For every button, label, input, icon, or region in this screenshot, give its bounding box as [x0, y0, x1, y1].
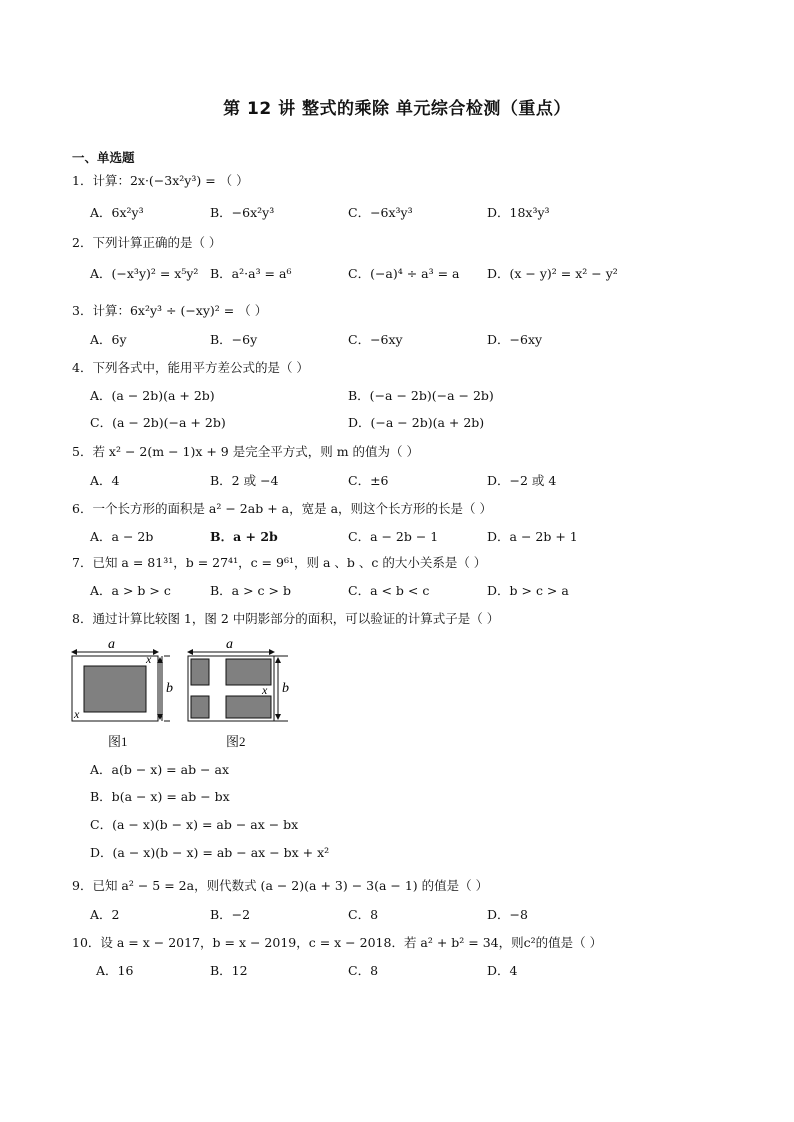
option-c: C．−6x³y³ — [348, 205, 413, 220]
fig2-shaded-bottom-right — [226, 696, 271, 718]
fig1-label-x-bottom: x — [74, 707, 80, 721]
fig2-label-b: b — [282, 681, 289, 696]
option-d: D．18x³y³ — [487, 205, 550, 220]
question-stem: 4．下列各式中，能用平方差公式的是（ ） — [72, 360, 309, 375]
fig2-label-a: a — [226, 637, 233, 652]
fig2-shaded-bottom-left — [191, 696, 209, 718]
option-d: D．b > c > a — [487, 583, 569, 598]
option-a: A．4 — [90, 473, 120, 488]
option-c: C．a < b < c — [348, 583, 430, 598]
option-a: A．6x²y³ — [90, 205, 144, 220]
option-b: B．a + 2b — [210, 529, 278, 544]
option-b: B．a²·a³ = a⁶ — [210, 266, 292, 281]
question-stem: 10．设 a = x − 2017，b = x − 2019，c = x − 2018．若 a² + b² = 34，则c²的值是（ ） — [72, 935, 603, 950]
question-stem: 6．一个长方形的面积是 a² − 2ab + a，宽是 a，则这个长方形的长是（ ） — [72, 501, 492, 516]
figure-caption-2: 图2 — [226, 734, 246, 749]
option-b: B．2 或 −4 — [210, 473, 279, 488]
option-c: C．a − 2b − 1 — [348, 529, 439, 544]
option-c: C．(−a)⁴ ÷ a³ = a — [348, 266, 460, 281]
option-a: A．(−x³y)² = x⁵y² — [90, 266, 199, 281]
option-b: B．−2 — [210, 907, 251, 922]
option-b: B．−6x²y³ — [210, 205, 275, 220]
option-a: A．6y — [90, 332, 127, 347]
option-c: C．±6 — [348, 473, 389, 488]
option-a: A．2 — [90, 907, 120, 922]
page-title: 第 12 讲 整式的乘除 单元综合检测（重点） — [223, 99, 571, 119]
option-d: D．(−a − 2b)(a + 2b) — [348, 415, 485, 430]
option-b: B．12 — [210, 963, 248, 978]
option-a: A．16 — [96, 963, 134, 978]
option-d: D．(a − x)(b − x) = ab − ax − bx + x² — [90, 845, 330, 860]
option-b: B．a > c > b — [210, 583, 291, 598]
option-a: A．a > b > c — [90, 583, 171, 598]
option-b: B．b(a − x) = ab − bx — [90, 789, 230, 804]
option-b: B．(−a − 2b)(−a − 2b) — [348, 388, 494, 403]
question-stem: 2．下列计算正确的是（ ） — [72, 235, 222, 250]
fig1-label-x-top: x — [146, 652, 152, 666]
fig1-label-a: a — [108, 637, 115, 652]
option-d: D．−8 — [487, 907, 528, 922]
option-c: C．−6xy — [348, 332, 403, 347]
option-c: C．8 — [348, 963, 379, 978]
option-d: D．−6xy — [487, 332, 543, 347]
area-diagram-svg — [66, 632, 306, 732]
question-stem: 9．已知 a² − 5 = 2a，则代数式 (a − 2)(a + 3) − 3(a − 1) 的值是（ ） — [72, 878, 489, 893]
question-stem: 7．已知 a = 81³¹，b = 27⁴¹，c = 9⁶¹，则 a 、b 、c 的大小关系是（ ） — [72, 555, 487, 570]
question-stem: 1．计算：2x·(−3x²y³) = （ ） — [72, 173, 249, 188]
fig1-label-b: b — [166, 681, 173, 696]
option-a: A．a − 2b — [90, 529, 154, 544]
option-a: A．(a − 2b)(a + 2b) — [90, 388, 215, 403]
option-a: A．a(b − x) = ab − ax — [90, 762, 230, 777]
option-d: D．4 — [487, 963, 518, 978]
question-stem: 5．若 x² − 2(m − 1)x + 9 是完全平方式，则 m 的值为（ ） — [72, 444, 420, 459]
figure-area-diagrams — [66, 632, 306, 736]
option-c: C．(a − 2b)(−a + 2b) — [90, 415, 226, 430]
option-c: C．8 — [348, 907, 379, 922]
option-d: D．(x − y)² = x² − y² — [487, 266, 618, 281]
option-c: C．(a − x)(b − x) = ab − ax − bx — [90, 817, 299, 832]
question-stem: 3．计算：6x²y³ ÷ (−xy)² = （ ） — [72, 303, 268, 318]
fig1-shaded-rect — [84, 666, 146, 712]
fig2-shaded-top-left — [191, 659, 209, 685]
option-d: D．a − 2b + 1 — [487, 529, 578, 544]
fig2-label-x: x — [262, 683, 268, 697]
option-d: D．−2 或 4 — [487, 473, 557, 488]
fig2-shaded-top-right — [226, 659, 271, 685]
option-b: B．−6y — [210, 332, 258, 347]
section-heading: 一、单选题 — [72, 150, 135, 165]
question-stem: 8．通过计算比较图 1，图 2 中阴影部分的面积，可以验证的计算式子是（ ） — [72, 611, 500, 626]
figure-caption-1: 图1 — [108, 734, 128, 749]
